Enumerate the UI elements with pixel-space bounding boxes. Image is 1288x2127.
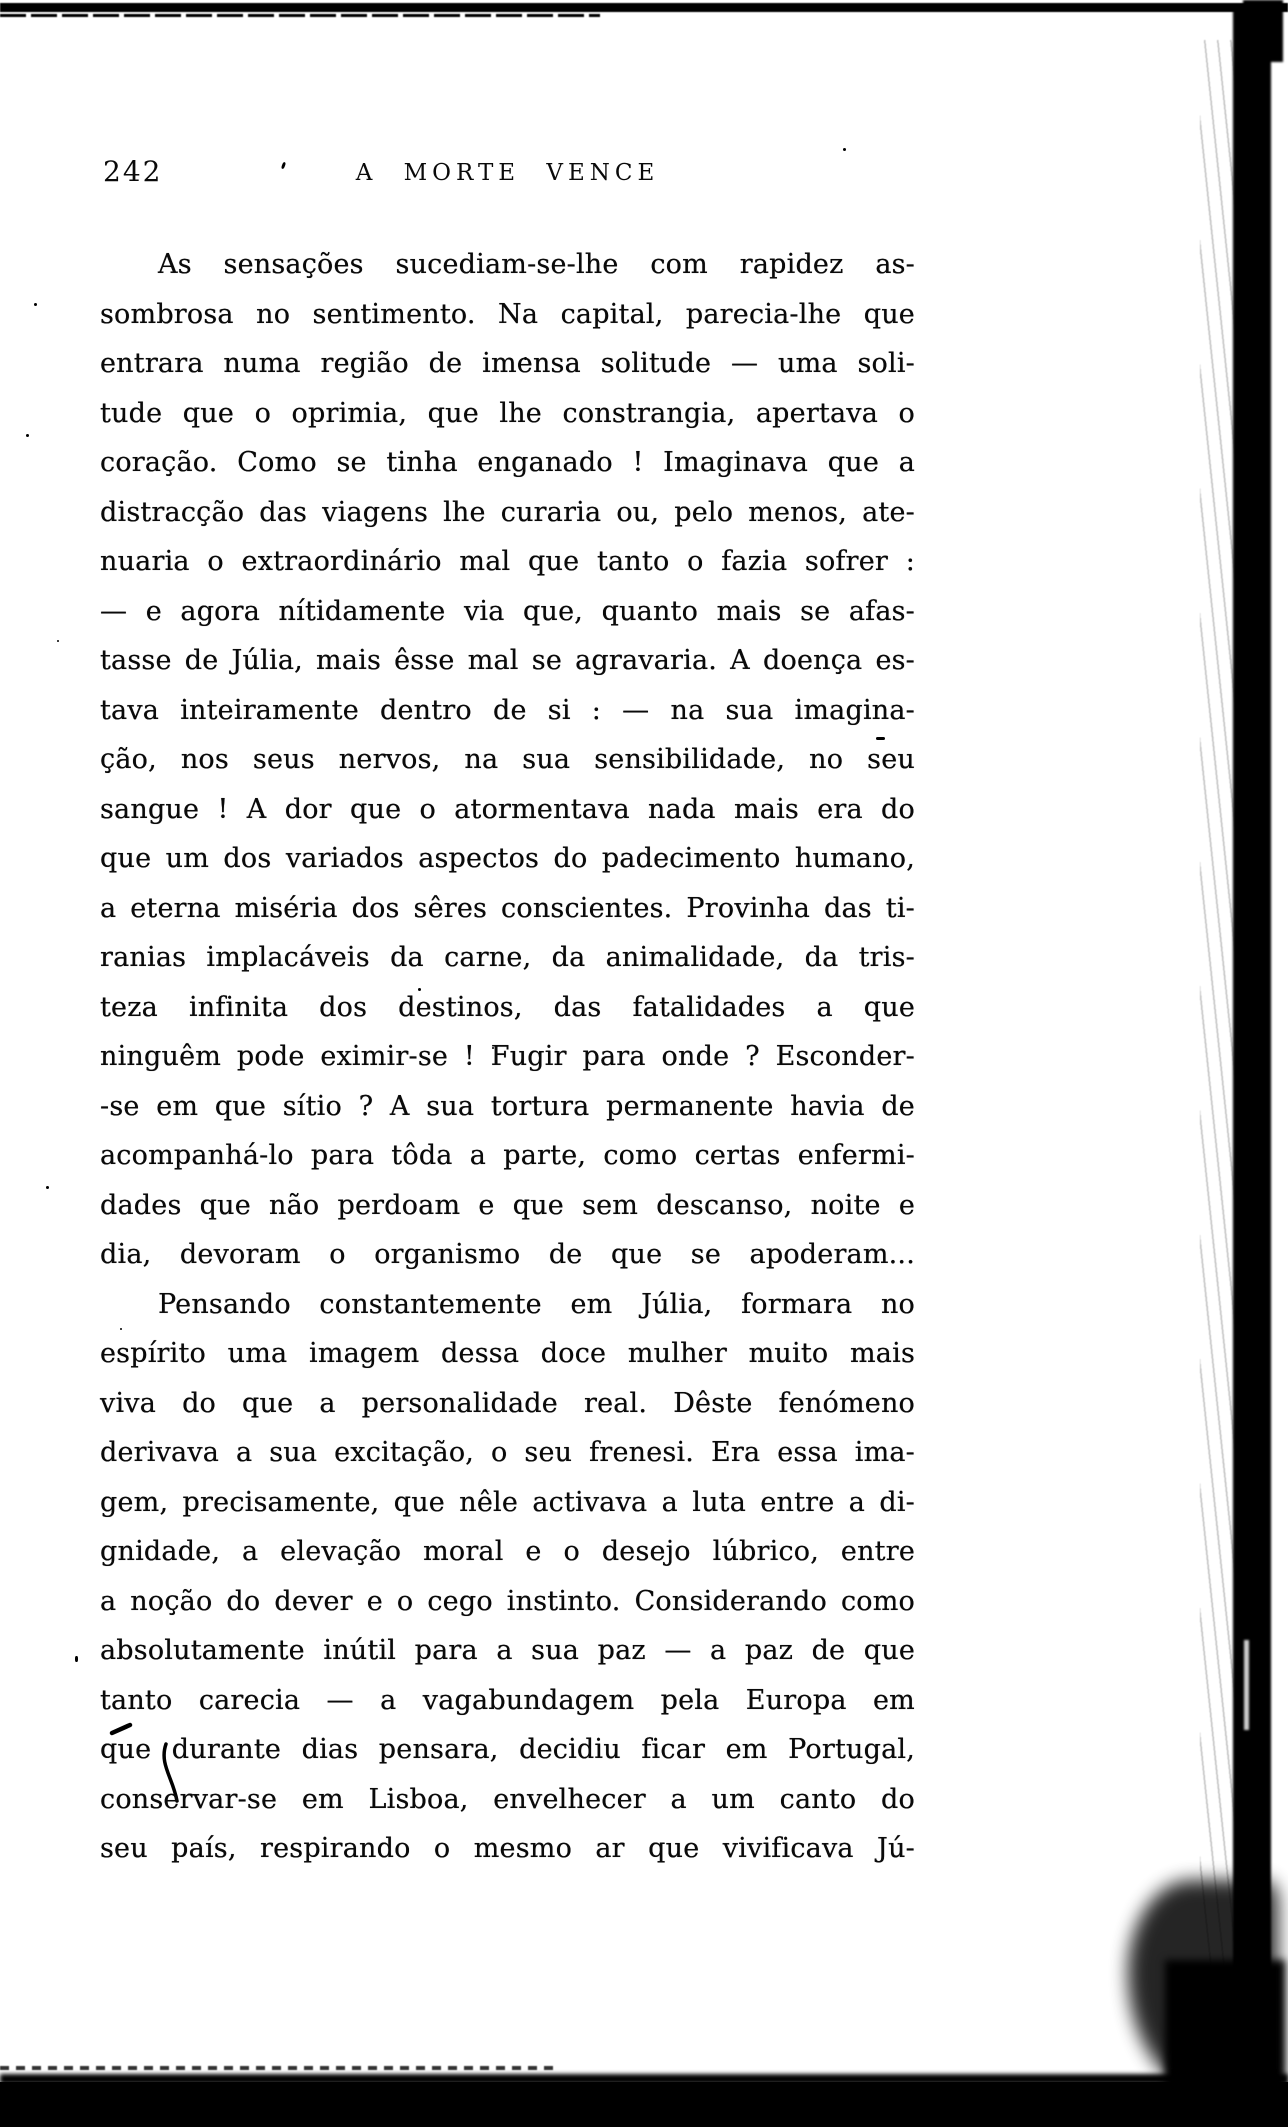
text-line: distracção das viagens lhe curaria ou, pelo menos, ate-	[100, 496, 915, 528]
text-line: ninguêm pode eximir-se ! Fugir para onde ? Esconder-	[100, 1041, 915, 1072]
text-line: As sensações sucediam-se-lhe com rapidez as-	[158, 249, 915, 280]
text-line: tanto carecia — a vagabundagem pela Europa em	[100, 1684, 915, 1716]
scan-speck	[843, 148, 846, 151]
text-line: nuaria o extraordinário mal que tanto o fazia sofrer :	[100, 546, 915, 577]
text-line: dades que não perdoam e que sem descanso, noite e	[100, 1189, 915, 1221]
scan-speck	[75, 1656, 78, 1662]
text-line: a noção do dever e o cego instinto. Considerando como	[100, 1585, 915, 1617]
text-line: coração. Como se tinha enganado ! Imaginava que a	[100, 447, 915, 478]
text-line: a eterna miséria dos sêres conscientes. Provinha das ti-	[100, 892, 915, 924]
text-line: que durante dias pensara, decidiu ficar em Portugal,	[100, 1734, 915, 1765]
scan-speck	[46, 1186, 49, 1189]
text-line: gem, precisamente, que nêle activava a luta entre a di-	[100, 1486, 915, 1518]
text-line: ção, nos seus nervos, na sua sensibilidade, no seu	[100, 744, 915, 775]
text-line: tasse de Júlia, mais êsse mal se agravaria. A doença es-	[100, 645, 915, 676]
page-number: 242	[103, 155, 163, 188]
text-line: tava inteiramente dentro de si : — na sua imagina-	[100, 694, 915, 726]
text-line: que um dos variados aspectos do padecimento humano,	[100, 843, 915, 874]
text-line: Pensando constantemente em Júlia, formara no	[158, 1288, 915, 1320]
scan-speck	[26, 434, 29, 437]
text-line: sangue ! A dor que o atormentava nada mais era do	[100, 793, 915, 825]
text-line: gnidade, a elevação moral e o desejo lúbrico, entre	[100, 1536, 915, 1567]
text-line: viva do que a personalidade real. Dêste fenómeno	[100, 1387, 915, 1419]
text-line: conservar-se em Lisboa, envelhecer a um canto do	[100, 1783, 915, 1815]
text-line: — e agora nítidamente via que, quanto mais se afas-	[100, 595, 915, 627]
text-line: ranias implacáveis da carne, da animalidade, da tris-	[100, 942, 915, 973]
text-line: -se em que sítio ? A sua tortura permanente havia de	[100, 1090, 915, 1122]
text-line: seu país, respirando o mesmo ar que vivificava Jú-	[100, 1833, 915, 1864]
scan-speck	[34, 303, 37, 306]
text-line: acompanhá-lo para tôda a parte, como certas enfermi-	[100, 1140, 915, 1171]
text-line: espírito uma imagem dessa doce mulher muito mais	[100, 1338, 915, 1369]
scan-speck	[57, 640, 59, 642]
text-line: derivava a sua excitação, o seu frenesi. Era essa ima-	[100, 1437, 915, 1468]
text-line: tude que o oprimia, que lhe constrangia, apertava o	[100, 397, 915, 429]
page-text	[100, 240, 915, 1874]
text-line: entrara numa região de imensa solitude — uma soli-	[100, 348, 915, 379]
text-line: sombrosa no sentimento. Na capital, parecia-lhe que	[100, 298, 915, 330]
text-line: dia, devoram o organismo de que se apoderam...	[100, 1239, 915, 1270]
running-title: A MORTE VENCE	[355, 160, 660, 186]
text-line: teza infinita dos destinos, das fatalidades a que	[100, 991, 915, 1023]
text-line: absolutamente inútil para a sua paz — a paz de que	[100, 1635, 915, 1666]
